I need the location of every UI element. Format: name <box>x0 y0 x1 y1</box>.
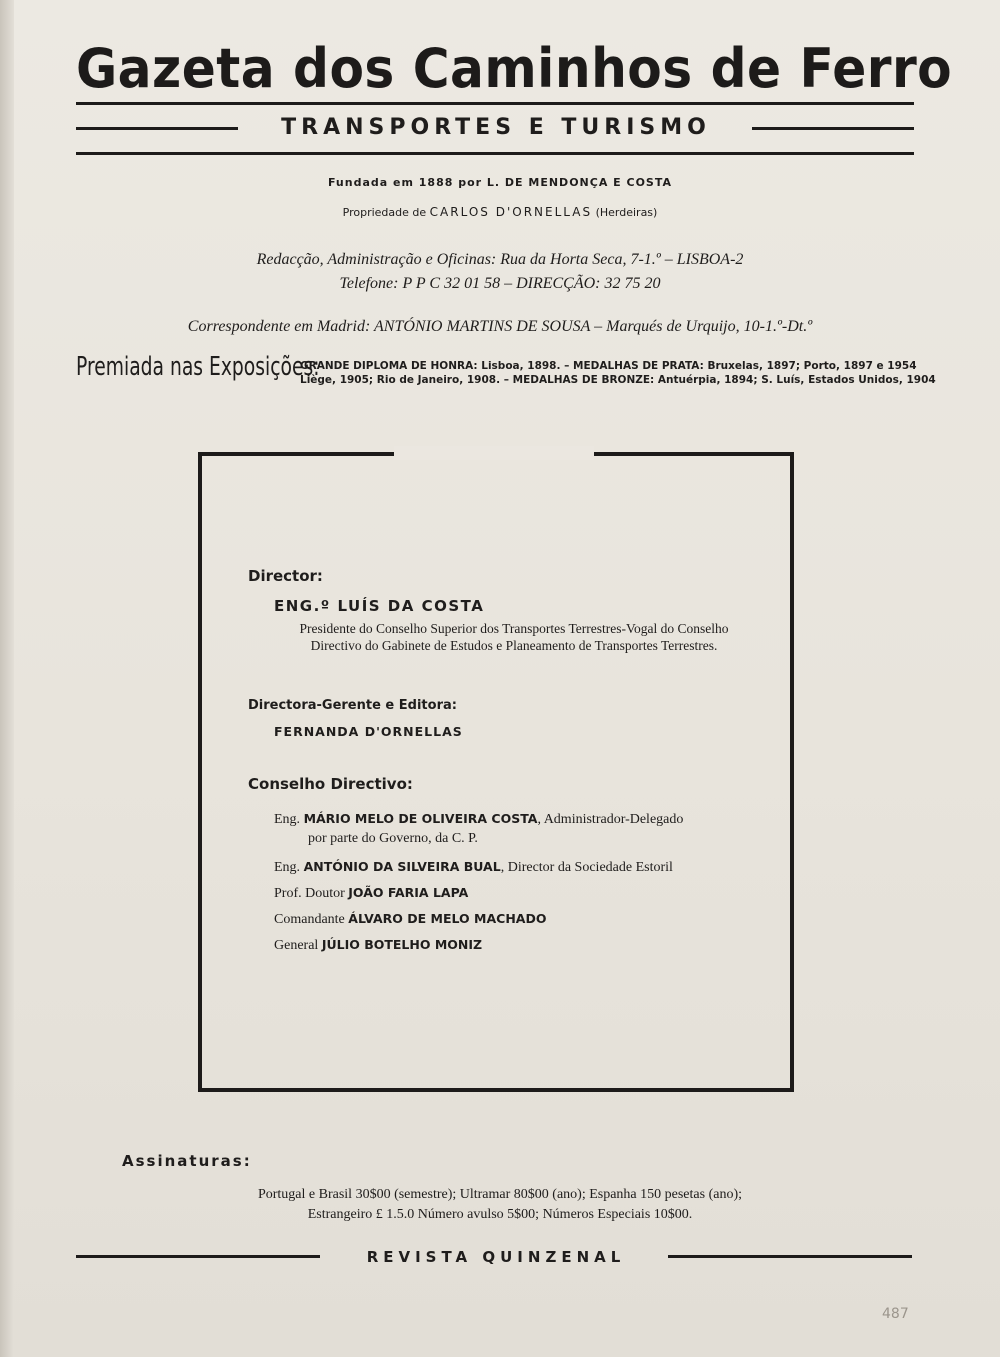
owner-prefix: Propriedade de <box>342 206 427 219</box>
board-member-note: por parte do Governo, da C. P. <box>308 831 478 846</box>
footer-rule-left <box>76 1255 320 1258</box>
phone-line: Telefone: P P C 32 01 58 – DIRECÇÃO: 32 75 20 <box>339 275 661 292</box>
masthead-rule-top <box>76 102 914 105</box>
owner-line <box>0 205 1000 219</box>
subscriptions-title: Assinaturas: <box>122 1152 252 1170</box>
owner-name: CARLOS D'ORNELLAS <box>429 205 593 219</box>
subscriptions-line-2: Estrangeiro £ 1.5.0 Número avulso 5$00; Números Especiais 10$00. <box>307 1207 693 1222</box>
awards-text <box>300 359 940 387</box>
subtitle-rule-left <box>76 127 238 130</box>
masthead-subtitle: TRANSPORTES E TURISMO <box>281 115 711 140</box>
awards-line-1: GRANDE DIPLOMA DE HONRA: Lisboa, 1898. – MEDALHAS DE PRATA: Bruxelas, 1897; Porto, 1897 e 1954 <box>300 360 917 372</box>
board-member-name: ÁLVARO DE MELO MACHADO <box>348 911 547 926</box>
board-label: Conselho Directivo: <box>248 775 413 793</box>
awards-title: Premiada nas Exposições: <box>76 352 320 382</box>
board-member: General JÚLIO BOTELHO MONIZ <box>274 937 483 953</box>
masthead-title: Gazeta dos Caminhos de Ferro <box>76 37 953 100</box>
footer-label: REVISTA QUINZENAL <box>366 1248 626 1266</box>
manager-name: FERNANDA D'ORNELLAS <box>274 724 463 739</box>
board-member: Prof. Doutor JOÃO FARIA LAPA <box>274 885 469 901</box>
director-description: Presidente do Conselho Superior dos Transportes Terrestres-Vogal do Conselho Directivo do Gabinete de Estudos e Planeamento de Transportes Terrestres. <box>299 621 729 653</box>
board-member: Comandante ÁLVARO DE MELO MACHADO <box>274 911 547 927</box>
director-label: Director: <box>248 567 323 585</box>
subscriptions-line-1: Portugal e Brasil 30$00 (semestre); Ultramar 80$00 (ano); Espanha 150 pesetas (ano); <box>257 1187 743 1202</box>
board-member-name: JOÃO FARIA LAPA <box>348 885 469 900</box>
page-binding-edge <box>0 0 14 1357</box>
masthead-rule-bottom <box>76 152 914 155</box>
page-number: 487 <box>882 1306 909 1322</box>
footer-rule-right <box>668 1255 912 1258</box>
staff-box <box>198 452 794 1092</box>
owner-suffix: (Herdeiras) <box>595 206 658 219</box>
board-member-name: JÚLIO BOTELHO MONIZ <box>321 937 483 952</box>
madrid-correspondent: Correspondente em Madrid: ANTÓNIO MARTINS DE SOUSA – Marqués de Urquijo, 10-1.º-Dt.º <box>187 318 813 335</box>
awards-line-2: Liège, 1905; Rio de Janeiro, 1908. – MEDALHAS DE BRONZE: Antuérpia, 1894; S. Luís, Estados Unidos, 1904 <box>300 374 936 386</box>
board-member: Eng. ANTÓNIO DA SILVEIRA BUAL, Director da Sociedade Estoril <box>274 859 673 875</box>
board-member: Eng. MÁRIO MELO DE OLIVEIRA COSTA, Administrador-Delegado <box>274 811 684 827</box>
founded-line: Fundada em 1888 por L. DE MENDONÇA E COSTA <box>327 176 673 189</box>
board-member-name: ANTÓNIO DA SILVEIRA BUAL <box>303 859 501 874</box>
subtitle-rule-right <box>752 127 914 130</box>
director-name: ENG.º LUÍS DA COSTA <box>274 597 485 615</box>
staff-box-top-gap <box>394 446 594 460</box>
manager-label: Directora-Gerente e Editora: <box>248 698 457 713</box>
address-line: Redacção, Administração e Oficinas: Rua da Horta Seca, 7-1.º – LISBOA-2 <box>256 251 744 268</box>
board-member-name: MÁRIO MELO DE OLIVEIRA COSTA <box>303 811 538 826</box>
